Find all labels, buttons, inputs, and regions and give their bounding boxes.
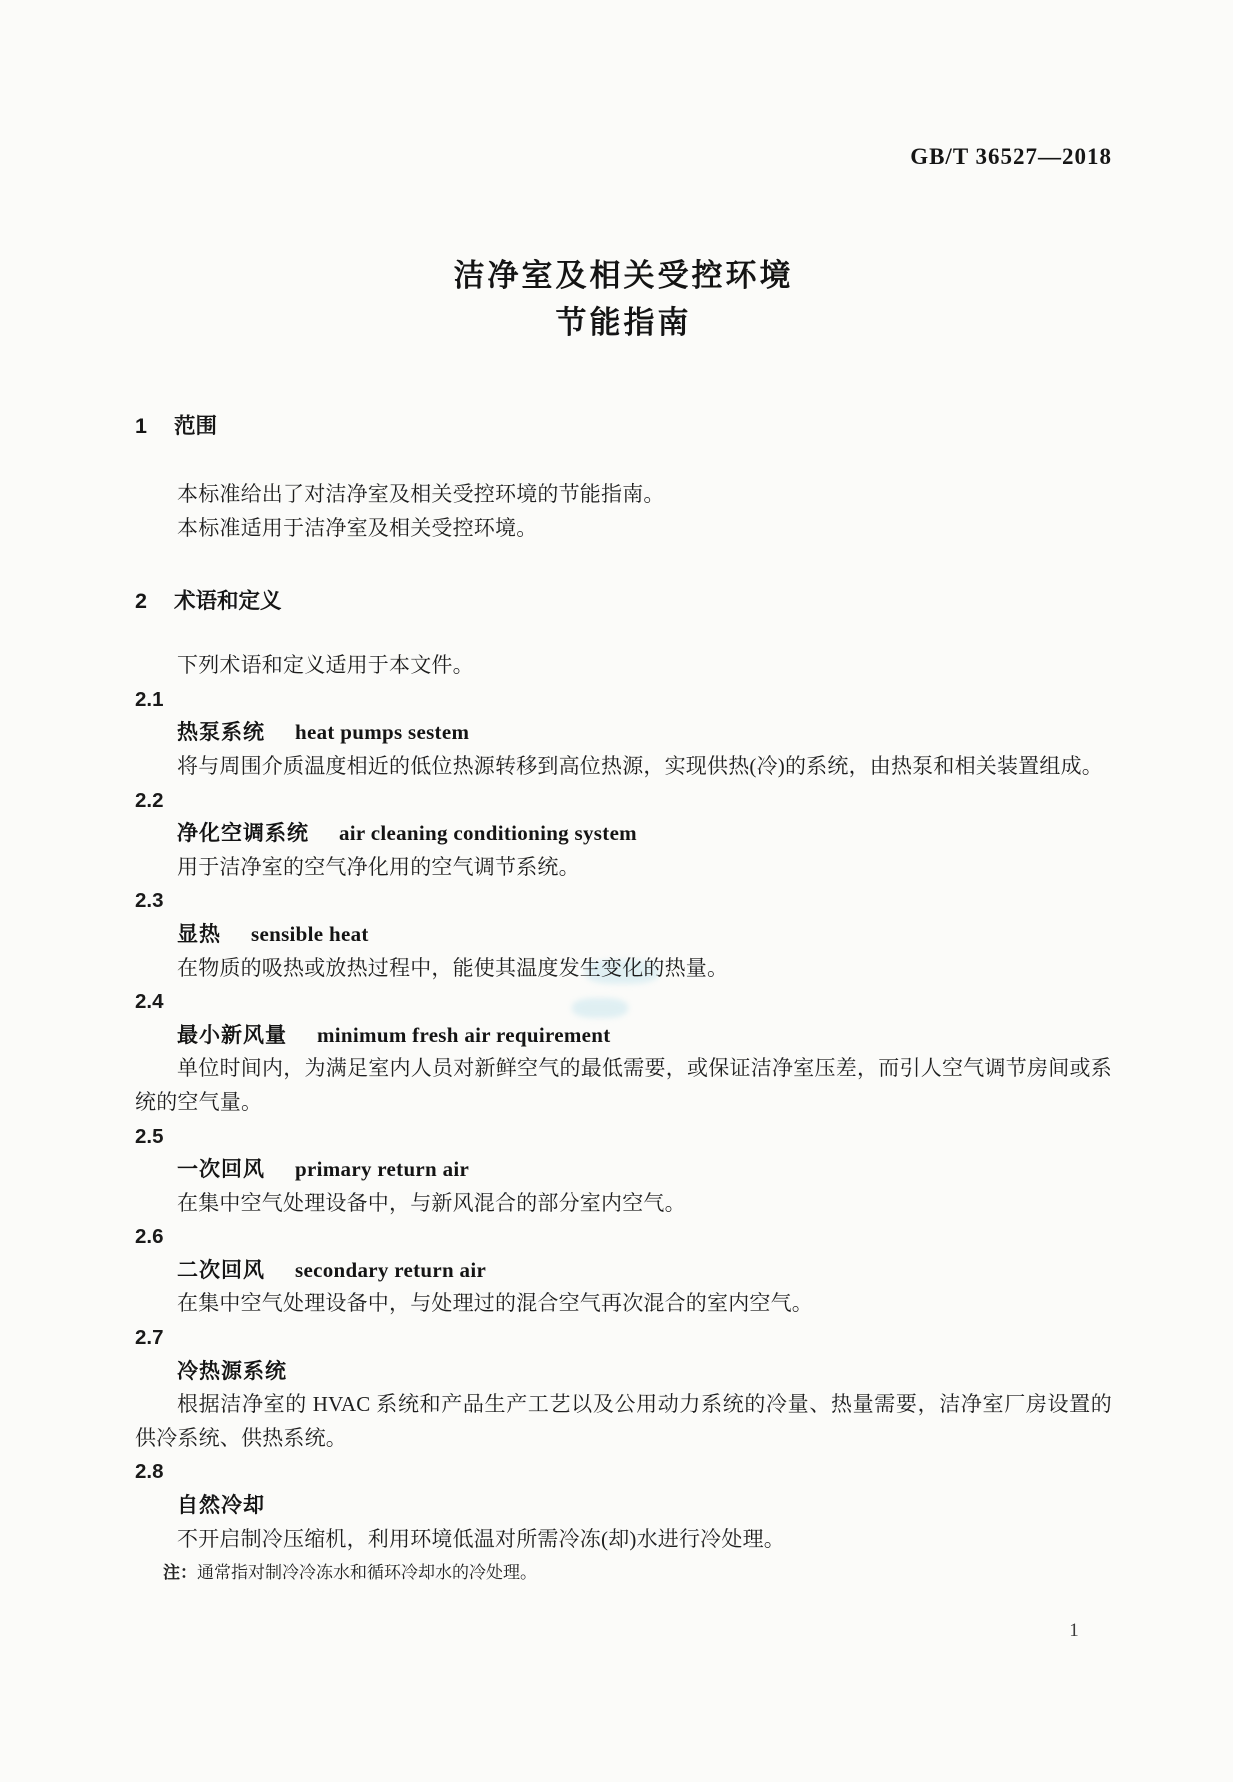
section-2-title: 术语和定义 xyxy=(173,589,282,614)
term-id: 2.5 xyxy=(135,1124,164,1148)
term-en: secondary return air xyxy=(295,1257,487,1282)
term-note xyxy=(135,1556,1112,1590)
term-en: primary return air xyxy=(295,1157,470,1182)
doc-number: GB/T 36527—2018 xyxy=(910,144,1112,169)
term-zh: 二次回风 xyxy=(177,1258,265,1282)
term-id: 2.8 xyxy=(135,1460,164,1484)
term-zh: 最小新风量 xyxy=(177,1023,287,1047)
term-zh: 显热 xyxy=(177,922,221,946)
term-definition: 将与周围介质温度相近的低位热源转移到高位热源，实现供热(冷)的系统，由热泵和相关装置组成。 xyxy=(177,753,1103,778)
note-text: 通常指对制冷冷冻水和循环冷却水的冷处理。 xyxy=(197,1563,537,1583)
term-en: air cleaning conditioning system xyxy=(339,821,637,846)
term-title xyxy=(135,1489,1112,1523)
term-en: minimum fresh air requirement xyxy=(317,1022,611,1047)
term-definition: 用于洁净室的空气净化用的空气调节系统。 xyxy=(177,854,580,879)
section-1-title: 范围 xyxy=(173,414,217,438)
scope-paragraph: 本标准适用于洁净室及相关受控环境。 xyxy=(177,515,538,540)
term-definition: 不开启制冷压缩机，利用环境低温对所需冷冻(却)水进行冷处理。 xyxy=(177,1526,785,1551)
term-id: 2.7 xyxy=(135,1326,164,1350)
section-1-number: 1 xyxy=(135,414,147,438)
term-zh: 热泵系统 xyxy=(177,721,265,745)
term-block xyxy=(135,683,1112,784)
term-title xyxy=(135,1254,1112,1288)
section-2-heading xyxy=(135,584,1112,618)
terms-intro: 下列术语和定义适用于本文件。 xyxy=(177,653,474,678)
section-1-heading xyxy=(135,409,1112,443)
term-block xyxy=(135,784,1112,885)
term-title xyxy=(135,817,1112,851)
term-definition: 单位时间内，为满足室内人员对新鲜空气的最低需要，或保证洁净室压差，而引人空气调节房间或系统的空气量。 xyxy=(135,1056,1112,1114)
term-definition: 在物质的吸热或放热过程中，能使其温度发生变化的热量。 xyxy=(177,955,729,980)
document-title xyxy=(135,252,1112,346)
term-title xyxy=(135,1019,1112,1053)
term-id: 2.1 xyxy=(135,687,164,711)
section-2-number: 2 xyxy=(135,589,147,614)
term-definition: 在集中空气处理设备中，与新风混合的部分室内空气。 xyxy=(177,1190,686,1215)
term-id: 2.6 xyxy=(135,1225,164,1249)
scope-paragraph: 本标准给出了对洁净室及相关受控环境的节能指南。 xyxy=(177,482,665,506)
term-block xyxy=(135,1220,1112,1321)
term-definition: 在集中空气处理设备中，与处理过的混合空气再次混合的室内空气。 xyxy=(177,1291,813,1316)
title-line-1: 洁净室及相关受控环境 xyxy=(453,258,794,293)
terms-list xyxy=(135,683,1112,1590)
term-zh: 自然冷却 xyxy=(177,1494,265,1518)
term-title xyxy=(135,1355,1112,1389)
term-zh: 净化空调系统 xyxy=(177,822,309,846)
term-title xyxy=(135,1153,1112,1187)
term-id: 2.3 xyxy=(135,889,164,913)
term-zh: 冷热源系统 xyxy=(177,1359,287,1383)
term-block xyxy=(135,884,1112,985)
term-id: 2.2 xyxy=(135,788,164,812)
term-definition: 根据洁净室的 HVAC 系统和产品生产工艺以及公用动力系统的冷量、热量需要，洁净室厂房设置的供冷系统、供热系统。 xyxy=(135,1392,1112,1450)
page-content xyxy=(135,0,1112,1590)
term-en: sensible heat xyxy=(251,921,369,946)
term-en: heat pumps sestem xyxy=(295,720,470,745)
term-title xyxy=(135,716,1112,750)
scope-paragraphs xyxy=(135,478,1112,545)
term-block xyxy=(135,1455,1112,1589)
note-label: 注： xyxy=(163,1563,197,1583)
term-block xyxy=(135,985,1112,1119)
term-zh: 一次回风 xyxy=(177,1158,265,1182)
term-block xyxy=(135,1120,1112,1221)
term-block xyxy=(135,1321,1112,1455)
term-title xyxy=(135,918,1112,952)
title-line-2: 节能指南 xyxy=(555,305,692,340)
page-number: 1 xyxy=(1069,1620,1079,1641)
term-id: 2.4 xyxy=(135,990,164,1014)
